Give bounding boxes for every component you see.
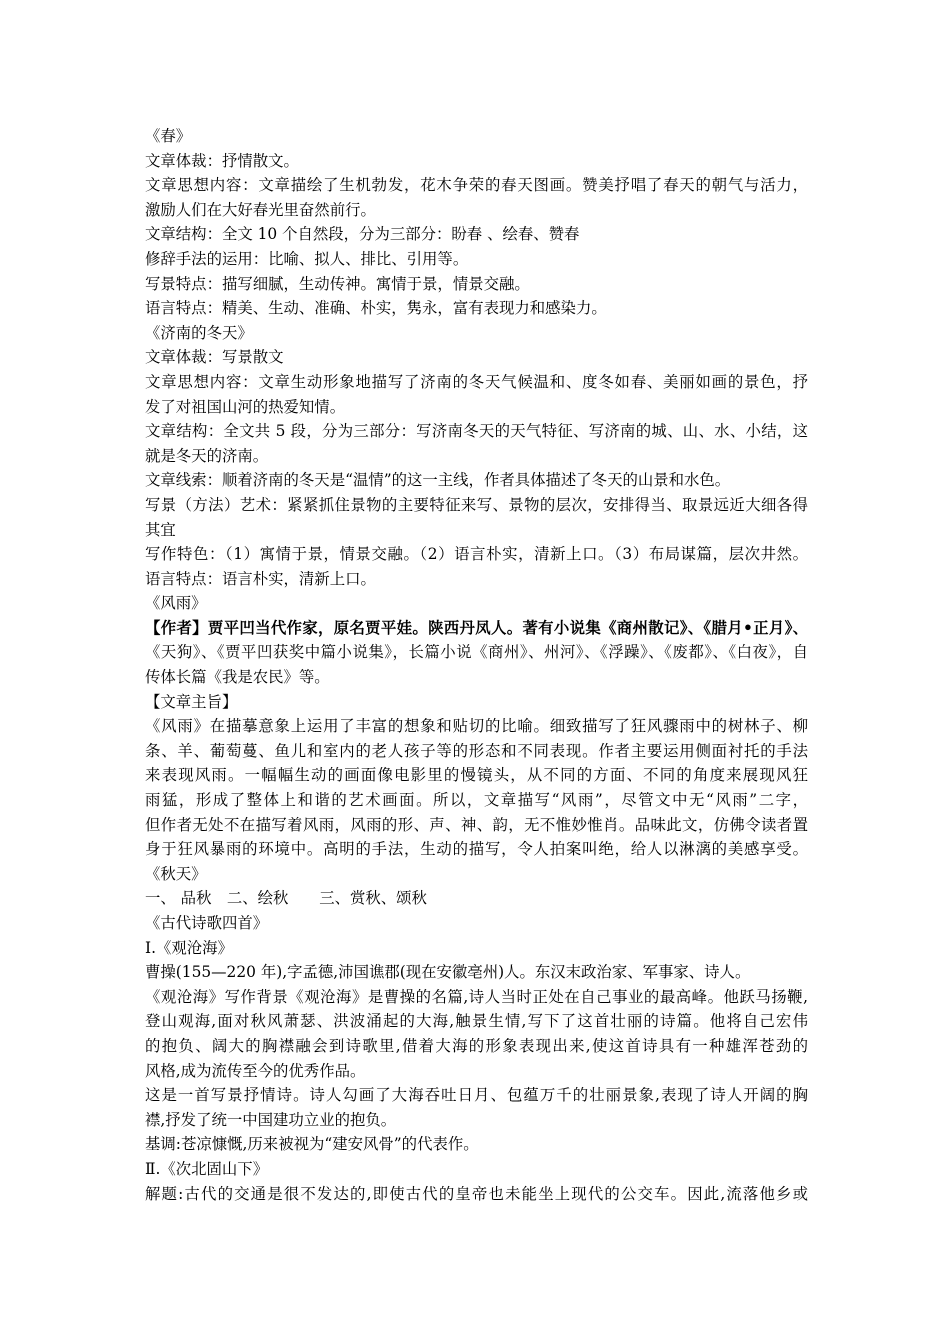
text-line: 就是冬天的济南。 [145,446,269,465]
text-line: 【文章主旨】 [145,692,238,711]
text-line: 《春》 [145,127,192,145]
text-line: 来表现风雨。一幅幅生动的画面像电影里的慢镜头，从不同的方面、不同的角度来展现风狂 [145,766,808,785]
text-line: 解题:古代的交通是很不发达的,即使古代的皇帝也未能坐上现代的公交车。因此,流落他乡或 [145,1184,808,1203]
text-line: 写景特点：描写细腻，生动传神。寓情于景，情景交融。 [145,274,530,293]
text-line: 风格,成为流传至今的优秀作品。 [145,1061,366,1080]
text-line: 发了对祖国山河的热爱知情。 [145,397,346,416]
text-line: 襟,抒发了统一中国建功立业的抱负。 [145,1110,397,1129]
text-line: 身于狂风暴雨的环境中。高明的手法，生动的描写，令人拍案叫绝，给人以淋漓的美感享受。 [145,840,808,859]
text-line: 雨猛，形成了整体上和谐的艺术画面。所以，文章描写“风雨”，尽管文中无“风雨”二字， [145,791,808,810]
text-line: 文章体裁：抒情散文。 [145,151,299,170]
text-line: 修辞手法的运用：比喻、拟人、排比、引用等。 [145,249,469,268]
text-line: 其宜 [145,520,176,539]
text-line: 《秋天》 [145,864,207,883]
text-line: 文章结构：全文 10 个自然段，分为三部分：盼春 、绘春、赞春 [145,225,580,244]
text-line: 《济南的冬天》 [145,323,253,342]
text-line: 登山观海,面对秋风萧瑟、洪波涌起的大海,触景生情,写下了这首壮丽的诗篇。他将自己宏伟 [145,1012,808,1031]
text-line: 《古代诗歌四首》 [145,914,269,932]
text-line: 文章结构：全文共 5 段，分为三部分：写济南冬天的天气特征、写济南的城、山、水、小结，这 [145,422,808,441]
text-line: 《观沧海》写作背景《观沧海》是曹操的名篇,诗人当时正处在自己事业的最高峰。他跃马扬鞭, [145,987,808,1006]
text-line: 一、 品秋 二、绘秋 三、赏秋、颂秋 [145,889,427,908]
text-line: 文章思想内容：文章描绘了生机勃发，花木争荣的春天图画。赞美抒唱了春天的朝气与活力， [145,176,808,195]
text-line: Ⅱ.《次北固山下》 [145,1159,269,1178]
document-page [145,124,808,1206]
text-line: 文章思想内容：文章生动形象地描写了济南的冬天气候温和、度冬如春、美丽如画的景色，抒 [145,372,808,391]
text-line: 《天狗》、《贾平凹获奖中篇小说集》，长篇小说《商州》、州河》、《浮躁》、《废都》、《白夜》，自 [145,643,808,662]
text-line: 【作者】贾平凹当代作家，原名贾平娃。陕西丹凤人。著有小说集《商州散记》、《腊月•正月》、 [145,618,808,637]
text-line: 条、羊、葡萄蔓、鱼儿和室内的老人孩子等的形态和不同表现。作者主要运用侧面衬托的手法 [145,741,808,760]
text-line: 语言特点：语言朴实，清新上口。 [145,569,376,588]
text-line: 基调:苍凉慷慨,历来被视为“建安风骨”的代表作。 [145,1135,479,1154]
text-line: 这是一首写景抒情诗。诗人勾画了大海吞吐日月、包蕴万千的壮丽景象,表现了诗人开阔的胸 [145,1086,808,1105]
text-line: 传体长篇《我是农民》等。 [145,668,330,687]
text-line: 《风雨》 [145,594,207,613]
text-line: 语言特点：精美、生动、准确、朴实，隽永，富有表现力和感染力。 [145,299,607,318]
text-line: 但作者无处不在描写着风雨，风雨的形、声、神、韵，无不惟妙惟肖。品味此文，仿佛令读者置 [145,815,808,834]
text-line: 文章体裁：写景散文 [145,348,284,367]
text-line: 写景（方法）艺术：紧紧抓住景物的主要特征来写、景物的层次，安排得当、取景远近大细各得 [145,495,808,514]
text-line: 的抱负、阔大的胸襟融会到诗歌里,借着大海的形象表现出来,使这首诗具有一种雄浑苍劲的 [145,1036,808,1055]
text-line: 曹操(155—220 年),字孟德,沛国谯郡(现在安徽亳州)人。东汉末政治家、军事家、诗人。 [145,963,751,982]
text-line: 《风雨》在描摹意象上运用了丰富的想象和贴切的比喻。细致描写了狂风骤雨中的树林子、柳 [145,717,808,736]
text-line: 写作特色：（1）寓情于景，情景交融。（2）语言朴实，清新上口。（3）布局谋篇，层次井然。 [145,545,808,564]
text-line: 激励人们在大好春光里奋然前行。 [145,200,376,219]
text-line: 文章线索：顺着济南的冬天是“温情”的这一主线，作者具体描述了冬天的山景和水色。 [145,471,731,490]
text-line: Ⅰ.《观沧海》 [145,938,233,957]
